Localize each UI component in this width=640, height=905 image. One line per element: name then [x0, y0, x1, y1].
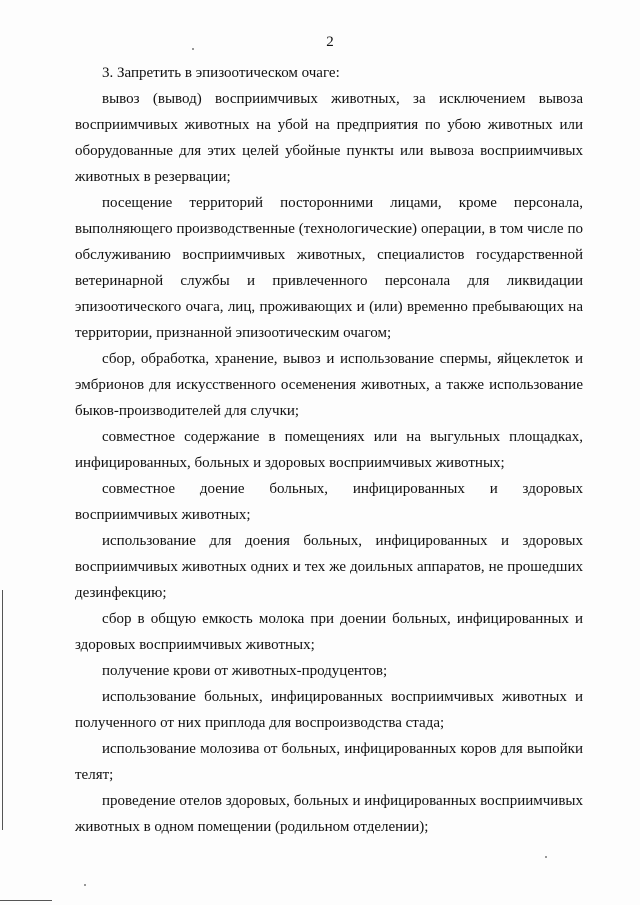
paragraph-sperm-embryos: сбор, обработка, хранение, вывоз и использование спермы, яйцеклеток и эмбрионов для искусственного осеменения животных, а также использование быков-производителей для случки; [75, 351, 583, 419]
scan-dot [192, 48, 194, 50]
paragraph-milk-collection: сбор в общую емкость молока при доении больных, инфицированных и здоровых восприимчивых животных; [75, 611, 583, 653]
page-number: 2 [326, 34, 334, 50]
paragraph-blood-collection: получение крови от животных-продуцентов; [102, 663, 388, 679]
scan-bottom-mark [0, 900, 52, 901]
scan-edge-mark [2, 590, 3, 830]
paragraph-milking-equipment: использование для доения больных, инфицированных и здоровых восприимчивых животных одних и тех же доильных аппаратов, не прошедших дезинфекцию; [75, 533, 583, 601]
paragraph-colostrum: использование молозива от больных, инфицированных коров для выпойки телят; [75, 741, 583, 783]
paragraph-breeding-use: использование больных, инфицированных восприимчивых животных и полученного от них приплода для воспроизводства стада; [75, 689, 583, 731]
paragraph-export-animals: вывоз (вывод) восприимчивых животных, за исключением вывоза восприимчивых животных на убой на предприятия по убою животных или оборудованные для этих целей убойные пункты или вывоза восприимчивых животных в резервации; [75, 91, 583, 185]
document-body [75, 60, 583, 840]
paragraph-joint-milking: совместное доение больных, инфицированных и здоровых восприимчивых животных; [75, 481, 583, 523]
paragraph-calving: проведение отелов здоровых, больных и инфицированных восприимчивых животных в одном помещении (родильном отделении); [75, 793, 583, 835]
scan-dot [545, 856, 547, 858]
scan-dot [84, 884, 86, 886]
section-heading: 3. Запретить в эпизоотическом очаге: [102, 65, 340, 81]
paragraph-joint-keeping: совместное содержание в помещениях или на выгульных площадках, инфицированных, больных и здоровых восприимчивых животных; [75, 429, 583, 471]
paragraph-visiting-territories: посещение территорий посторонними лицами, кроме персонала, выполняющего производственные (технологические) операции, в том числе по обслуживанию восприимчивых животных, специалистов государственной ветеринарной службы и привлеченного персонала для ликвидации эпизоотического очага, лиц, проживающих и (или) временно пребывающих на территории, признанной эпизоотическим очагом; [75, 195, 583, 341]
